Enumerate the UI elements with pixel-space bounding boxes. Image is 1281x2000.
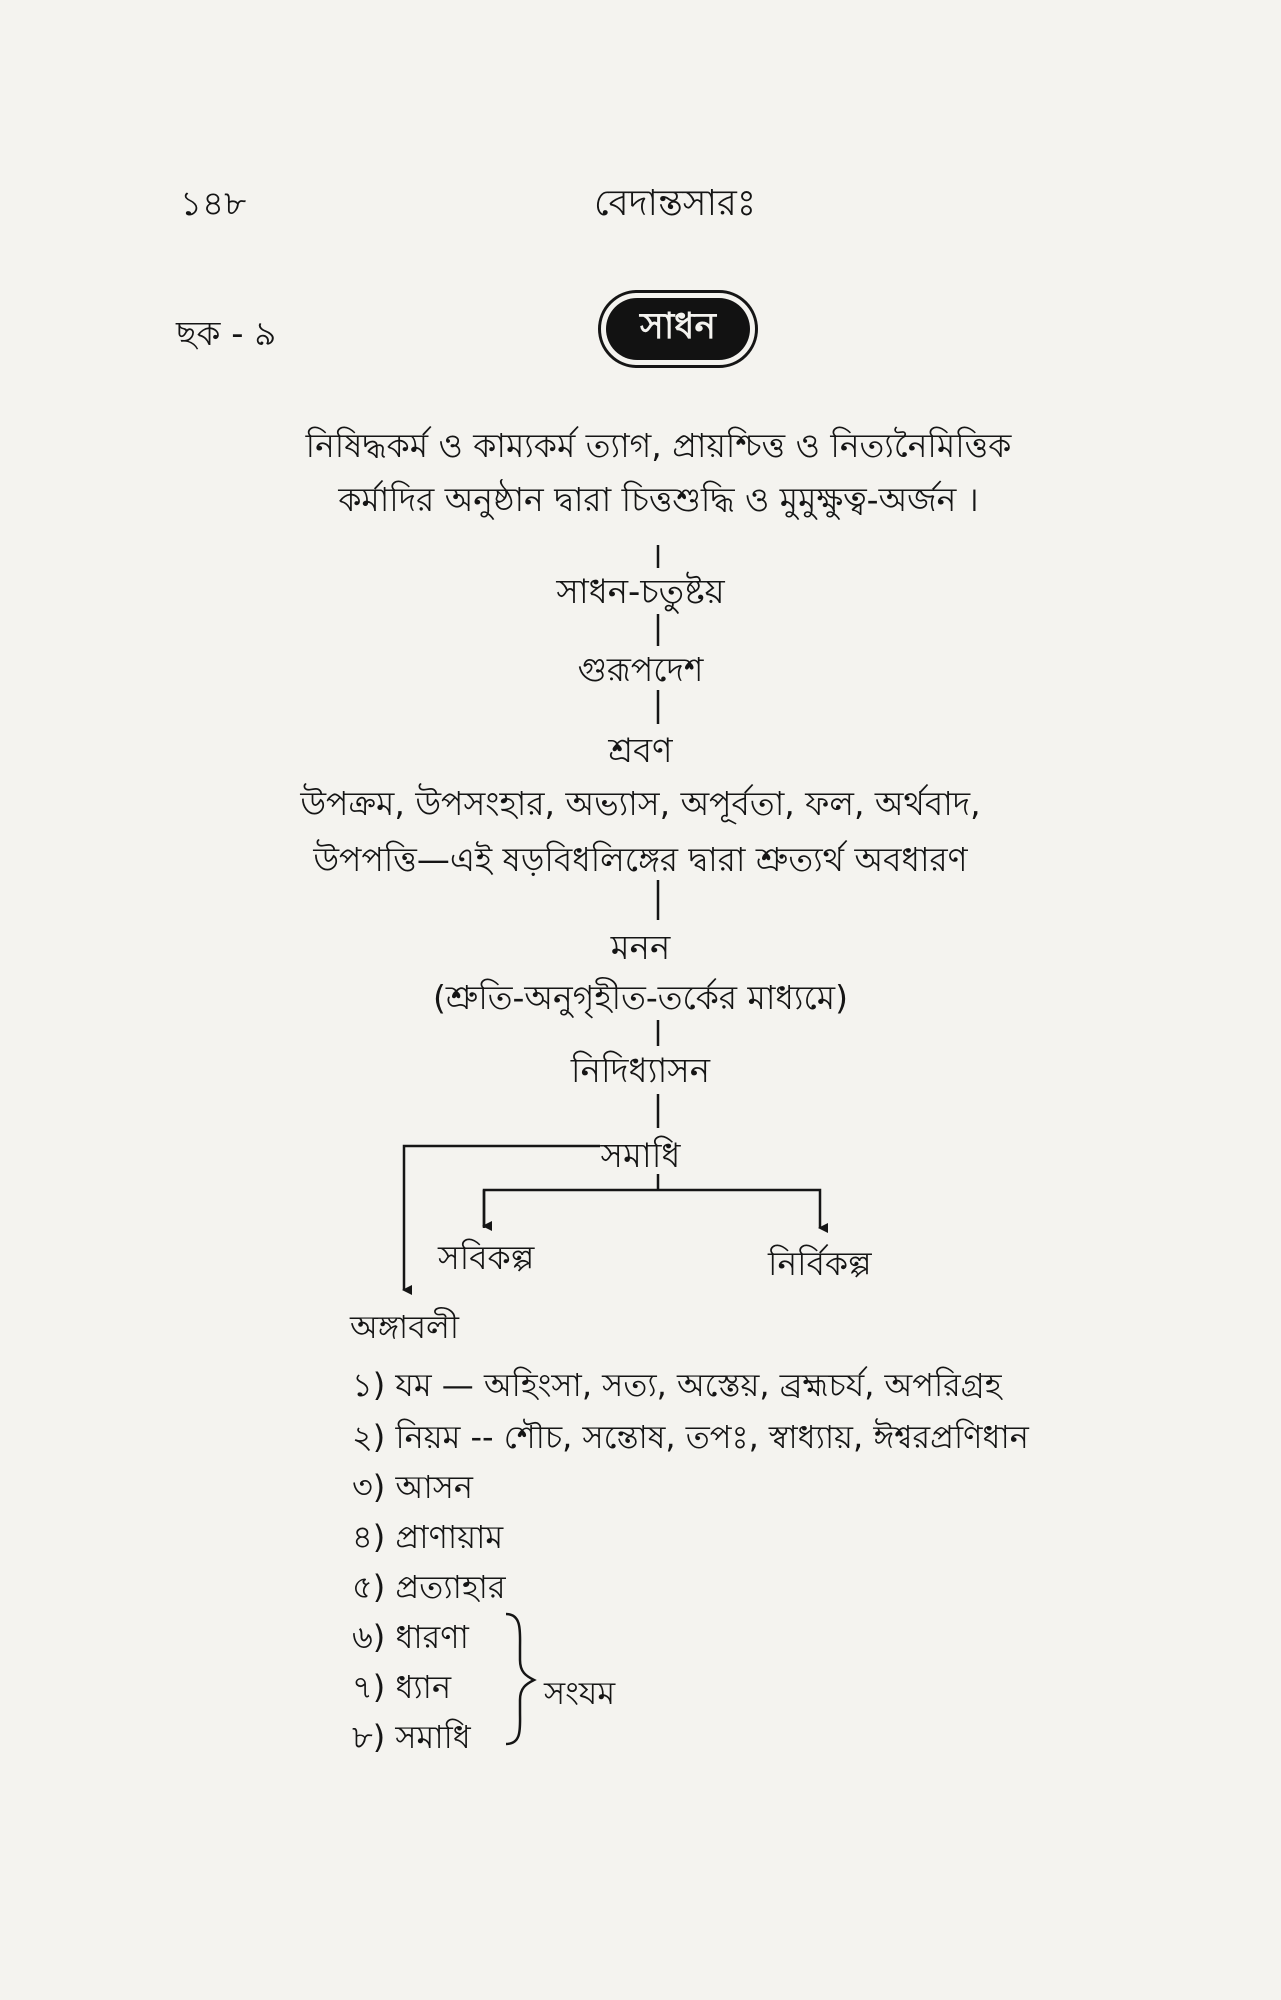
connector-to-limbs bbox=[404, 1146, 600, 1290]
intro-line-2: কর্মাদির অনুষ্ঠান দ্বারা চিত্তশুদ্ধি ও মুমুক্ষুত্ব-অর্জন । bbox=[338, 480, 979, 519]
page-number: ১৪৮ bbox=[180, 184, 247, 224]
limb-item: ৪) প্রাণায়াম bbox=[352, 1518, 504, 1556]
limb-item: ১) যম — অহিংসা, সত্য, অস্তেয়, ব্রহ্মচর্য, অপরিগ্রহ bbox=[352, 1366, 1002, 1404]
stage-shravan: শ্রবণ bbox=[608, 731, 673, 771]
manan-detail: (শ্রুতি-অনুগৃহীত-তর্কের মাধ্যমে) bbox=[433, 978, 848, 1017]
intro-line-1: নিষিদ্ধকর্ম ও কাম্যকর্ম ত্যাগ, প্রায়শ্চিত্ত ও নিত্যনৈমিত্তিক bbox=[305, 426, 1012, 465]
stage-gurupadesh: গুরূপদেশ bbox=[577, 650, 704, 689]
limb-item: ৫) প্রত্যাহার bbox=[352, 1568, 506, 1606]
limb-item: ৬) ধারণা bbox=[352, 1618, 469, 1656]
limb-item: ৮) সমাধি bbox=[352, 1718, 471, 1756]
limb-item: ৩) আসন bbox=[352, 1468, 474, 1506]
stage-manan: মনন bbox=[610, 928, 671, 968]
stage-nididhyasan: নিদিধ্যাসন bbox=[570, 1051, 711, 1091]
samyam-group-label: সংযম bbox=[544, 1674, 616, 1712]
limb-item: ৭) ধ্যান bbox=[352, 1668, 452, 1706]
branch-nirvikalpa: নির্বিকল্প bbox=[768, 1244, 872, 1283]
limbs-title: অঙ্গাবলী bbox=[350, 1308, 460, 1346]
samyam-brace bbox=[506, 1614, 534, 1744]
title-text: সাধন bbox=[606, 298, 750, 360]
running-title: বেদান্তসারঃ bbox=[593, 183, 757, 224]
shravan-detail-line-1: উপক্রম, উপসংহার, অভ্যাস, অপূর্বতা, ফল, অর্থবাদ, bbox=[300, 784, 981, 823]
branch-savikalpa: সবিকল্প bbox=[438, 1238, 535, 1277]
limb-item: ২) নিয়ম -- শৌচ, সন্তোষ, তপঃ, স্বাধ্যায়, ঈশ্বরপ্রণিধান bbox=[352, 1418, 1029, 1456]
stage-sadhan-chatushtay: সাধন-চতুষ্টয় bbox=[556, 572, 725, 612]
shravan-detail-line-2: উপপত্তি—এই ষড়বিধলিঙ্গের দ্বারা শ্রুত্যর্থ অবধারণ bbox=[313, 840, 968, 879]
chart-label: ছক - ৯ bbox=[176, 314, 277, 354]
connector-to-branches bbox=[484, 1190, 820, 1228]
stage-samadhi: সমাধি bbox=[600, 1136, 681, 1176]
